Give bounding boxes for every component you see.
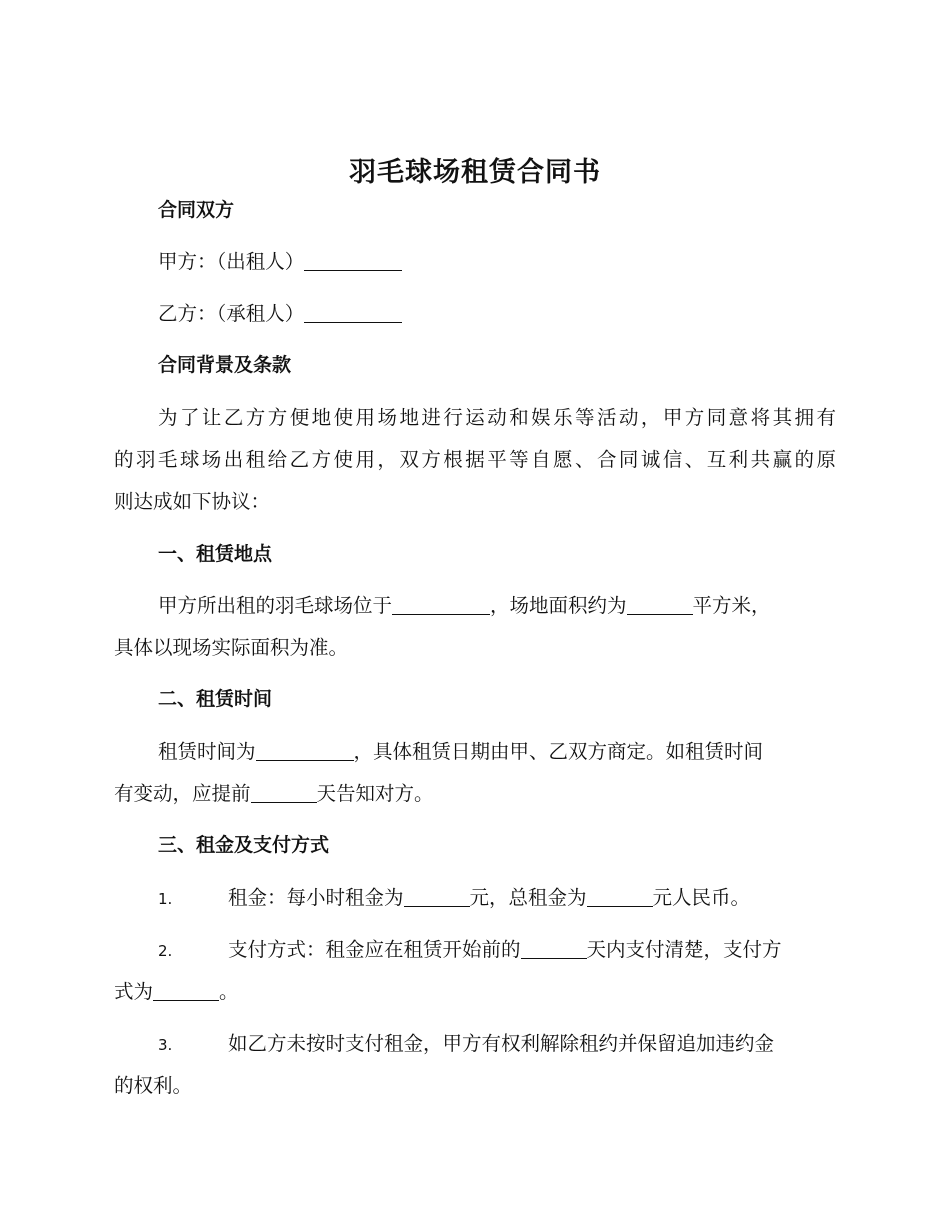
background-heading: 合同背景及条款 (158, 354, 292, 376)
party-a-label: 甲方：（出租人） (158, 250, 305, 273)
item3-text: 如乙方未按时支付租金，甲方有权利解除租约并保留追加违约金 (228, 1032, 775, 1055)
background-para-line2: 的羽毛球场出租给乙方使用，双方根据平等自愿、合同诚信、互利共赢的原 (114, 448, 836, 471)
party-b-line (158, 292, 880, 335)
party-b-blank (304, 302, 402, 323)
section3-heading: 三、租金及支付方式 (158, 834, 330, 856)
section1-text-b: ，场地面积约为 (490, 594, 627, 617)
hourly-rent-blank (404, 886, 470, 907)
section2-line2 (114, 772, 836, 815)
page-title: 羽毛球场租赁合同书 (349, 157, 601, 188)
party-a-line (158, 240, 880, 283)
section2-text-b: ，具体租赁日期由甲、乙双方商定。如租赁时间 (353, 740, 764, 763)
item1-text-c: 元人民币。 (652, 886, 751, 909)
payment-method-blank (153, 980, 219, 1001)
area-blank (627, 594, 693, 615)
section1-text-a: 甲方所出租的羽毛球场位于 (158, 594, 393, 617)
total-rent-blank (587, 886, 653, 907)
background-para-line1: 为了让乙方方便地使用场地进行运动和娱乐等活动，甲方同意将其拥有 (158, 406, 836, 429)
section2-text-a: 租赁时间为 (158, 740, 256, 763)
item2-text-a: 支付方式：租金应在租赁开始前的 (228, 938, 521, 961)
location-blank (392, 594, 490, 615)
background-para-line3: 则达成如下协议： (114, 490, 271, 513)
item2-line2-b: 。 (219, 980, 239, 1003)
party-a-blank (304, 250, 402, 271)
item2-text-b: 天内支付清楚，支付方 (586, 938, 782, 961)
section1-text-c: 平方米， (692, 594, 771, 617)
section3-item2 (158, 928, 880, 973)
payment-days-blank (521, 938, 587, 959)
section2-line1 (158, 730, 880, 773)
party-b-label: 乙方：（承租人） (158, 302, 305, 325)
notice-days-blank (251, 782, 317, 803)
section1-line1 (158, 584, 880, 627)
section3-item3-line2: 的权利。 (114, 1074, 193, 1097)
item1-text-a: 租金：每小时租金为 (228, 886, 404, 909)
section2-heading: 二、租赁时间 (158, 688, 273, 710)
item2-number: 2. (158, 942, 173, 960)
section2-line2-b: 天告知对方。 (316, 782, 434, 805)
duration-blank (256, 740, 354, 761)
item1-text-b: 元，总租金为 (469, 886, 587, 909)
section2-line2-a: 有变动，应提前 (114, 782, 251, 805)
section3-item3 (158, 1022, 880, 1067)
item3-number: 3. (158, 1036, 173, 1054)
parties-heading: 合同双方 (158, 199, 235, 221)
section3-item2-line2 (114, 970, 836, 1013)
section1-heading: 一、租赁地点 (158, 543, 273, 565)
item1-number: 1. (158, 890, 173, 908)
item2-line2-a: 式为 (114, 980, 154, 1003)
section3-item1 (158, 876, 880, 921)
section1-line2: 具体以现场实际面积为准。 (114, 636, 349, 659)
